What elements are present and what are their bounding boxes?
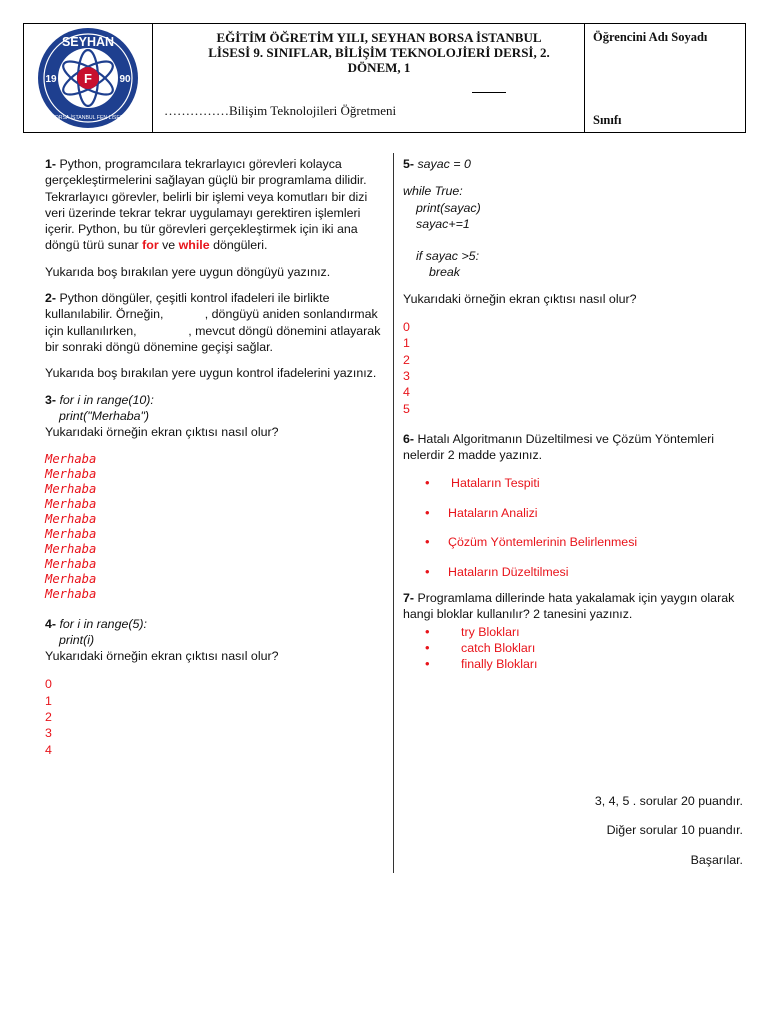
- title-cell: [152, 24, 585, 132]
- question-2: [45, 290, 384, 355]
- closing-line: Başarılar.: [690, 852, 743, 867]
- q4-output-line: 0: [45, 677, 52, 692]
- q3-output-line: Merhaba: [45, 541, 97, 556]
- q6-text: Hatalı Algoritmanın Düzeltilmesi ve Çözüm Yöntemleri nelerdir 2 madde yazınız.: [403, 431, 715, 463]
- q7-answer-item: [403, 640, 743, 656]
- logo-cell: [24, 24, 153, 132]
- q7-answer-text: try Blokları: [461, 624, 520, 639]
- logo-year-left: 19: [45, 74, 57, 85]
- question-3: [45, 392, 381, 408]
- q6-answer-list: [403, 475, 743, 586]
- right-column: [403, 156, 743, 672]
- bullet-icon: •: [425, 504, 430, 520]
- q5-output-line: 3: [403, 368, 410, 383]
- q3-output: [45, 452, 381, 601]
- question-5: [403, 156, 743, 172]
- q5-output-line: 1: [403, 336, 410, 351]
- bullet-icon: •: [425, 639, 430, 655]
- q6-answer-item: [403, 475, 743, 505]
- blank-line: [472, 92, 506, 93]
- q5-number: 5-: [403, 157, 415, 171]
- bullet-icon: •: [425, 623, 430, 639]
- q6-answer-text: Hataların Tespiti: [451, 476, 540, 491]
- logo-center-letter: F: [84, 71, 92, 86]
- q4-question: Yukarıdaki örneğin ekran çıktısı nasıl olur?: [45, 649, 279, 664]
- q4-number: 4-: [45, 616, 57, 631]
- q7-answer-item: [403, 656, 743, 672]
- q3-output-line: Merhaba: [45, 452, 97, 467]
- q3-number: 3-: [45, 392, 57, 407]
- exam-title: EĞİTİM ÖĞRETİM YILI, SEYHAN BORSA İSTANBUL LİSESİ 9. SINIFLAR, BİLİŞİM TEKNOLOJİERİ DERSİ, 2. DÖNEM, 1: [208, 30, 550, 75]
- q5-code-3: print(sayac): [416, 200, 481, 215]
- q7-answer-list: [403, 624, 743, 673]
- q4-output-line: 1: [45, 693, 52, 708]
- question-7: [403, 590, 743, 623]
- score-notes: [595, 793, 743, 881]
- q4-code-1: for i in range(5):: [56, 616, 147, 631]
- q1-text-b: döngüleri.: [209, 238, 268, 253]
- q7-answer-text: catch Blokları: [461, 640, 536, 655]
- q4-code-2: print(i): [59, 632, 95, 647]
- q1-keyword-for: for: [142, 238, 159, 253]
- q3-code-1: for i in range(10):: [56, 392, 154, 407]
- q3-output-line: Merhaba: [45, 526, 97, 541]
- school-logo: [24, 24, 152, 132]
- q6-answer-text: Hataların Düzeltilmesi: [448, 564, 569, 579]
- q7-answer-text: finally Blokları: [461, 657, 538, 672]
- logo-top-text: SEYHAN: [61, 35, 115, 49]
- logo-year-right: 90: [119, 74, 131, 85]
- q5-question: Yukarıdaki örneğin ekran çıktısı nasıl olur?: [403, 291, 637, 306]
- bullet-icon: •: [425, 563, 430, 579]
- q3-output-line: Merhaba: [45, 482, 97, 497]
- exam-header: [23, 23, 746, 133]
- q5-output-line: 2: [403, 352, 410, 367]
- q1-text-ve: ve: [158, 238, 179, 253]
- score-line-2: Diğer sorular 10 puandır.: [606, 823, 743, 838]
- q2-instruction: Yukarıda boş bırakılan yere uygun kontrol ifadelerini yazınız.: [45, 366, 377, 381]
- q7-text: Programlama dillerinde hata yakalamak için yaygın olarak hangi bloklar kullanılır? 2 tanesini yazınız.: [403, 590, 735, 622]
- q3-output-line: Merhaba: [45, 497, 97, 512]
- teacher-line: ……………Bilişim Teknolojileri Öğretmeni: [164, 103, 397, 118]
- q7-number: 7-: [403, 590, 415, 605]
- question-4: [45, 616, 381, 632]
- q3-output-line: Merhaba: [45, 586, 97, 601]
- q5-output-line: 5: [403, 401, 410, 416]
- question-1: [45, 156, 381, 254]
- q6-answer-item: [403, 564, 743, 586]
- q4-output: [45, 676, 381, 757]
- q5-output-line: 4: [403, 385, 410, 400]
- q5-code-4: sayac+=1: [416, 216, 470, 231]
- q2-number: 2-: [45, 291, 57, 306]
- q2-text: Python döngüler, çeşitli kontrol ifadeleri ile birlikte kullanılabilir. Örneğin, , döngüyü aniden sonlandırmak için kullanılırken, , mevcut döngü dönemini atlayarak bir sonraki döngü dönemine geçişi sağlar.: [45, 291, 384, 354]
- q1-keyword-while: while: [178, 238, 210, 253]
- q3-output-line: Merhaba: [45, 467, 97, 482]
- q7-answer-item: [403, 624, 743, 640]
- q1-instruction: Yukarıda boş bırakılan yere uygun döngüyü yazınız.: [45, 264, 331, 279]
- q5-output-line: 0: [403, 320, 410, 335]
- q6-answer-text: Çözüm Yöntemlerinin Belirlenmesi: [448, 535, 638, 550]
- q6-number: 6-: [403, 431, 415, 446]
- q3-output-line: Merhaba: [45, 512, 97, 527]
- q6-answer-text: Hataların Analizi: [448, 505, 538, 520]
- q1-number: 1-: [45, 157, 57, 171]
- left-column: [45, 156, 384, 758]
- q5-output: [403, 319, 743, 417]
- q4-output-line: 4: [45, 742, 52, 757]
- bullet-icon: •: [425, 656, 430, 672]
- logo-bottom-text: BORSA İSTANBUL FEN LİSESİ: [51, 115, 125, 121]
- q3-question: Yukarıdaki örneğin ekran çıktısı nasıl olur?: [45, 425, 279, 440]
- q5-code-1: sayac = 0: [414, 157, 471, 171]
- student-info-cell: [585, 24, 745, 132]
- q3-code-2: print("Merhaba"): [59, 408, 150, 423]
- class-label: Sınıfı: [593, 113, 622, 127]
- bullet-icon: •: [425, 534, 430, 550]
- q6-answer-item: [403, 505, 743, 535]
- q5-code-2: while True:: [403, 184, 463, 199]
- q5-code-6: break: [429, 265, 460, 280]
- q5-code-5: if sayac >5:: [416, 249, 480, 264]
- student-name-label: Öğrencini Adı Soyadı: [593, 30, 708, 44]
- q4-output-line: 2: [45, 710, 52, 724]
- column-divider: [393, 153, 394, 873]
- q6-answer-item: [403, 534, 743, 564]
- q4-output-line: 3: [45, 726, 52, 741]
- q3-output-line: Merhaba: [45, 571, 97, 586]
- question-6: [403, 431, 743, 464]
- score-line-1: 3, 4, 5 . sorular 20 puandır.: [594, 794, 743, 808]
- bullet-icon: •: [425, 475, 430, 491]
- q3-output-line: Merhaba: [45, 556, 97, 571]
- q1-text-a: Python, programcılara tekrarlayıcı görevleri kolayca gerçekleştirmelerini sağlayan güçlü bir programlama dilidir. Tekrarlayıcı görevler, belirli bir işlemi veya komutları bir dizi veri üzerinde tekrar tekrar uygulamayı gerektiren işlemleri içerir. Python, bu tür görevleri gerçekleştirmek için iki ana döngü türü sunar: [45, 157, 368, 253]
